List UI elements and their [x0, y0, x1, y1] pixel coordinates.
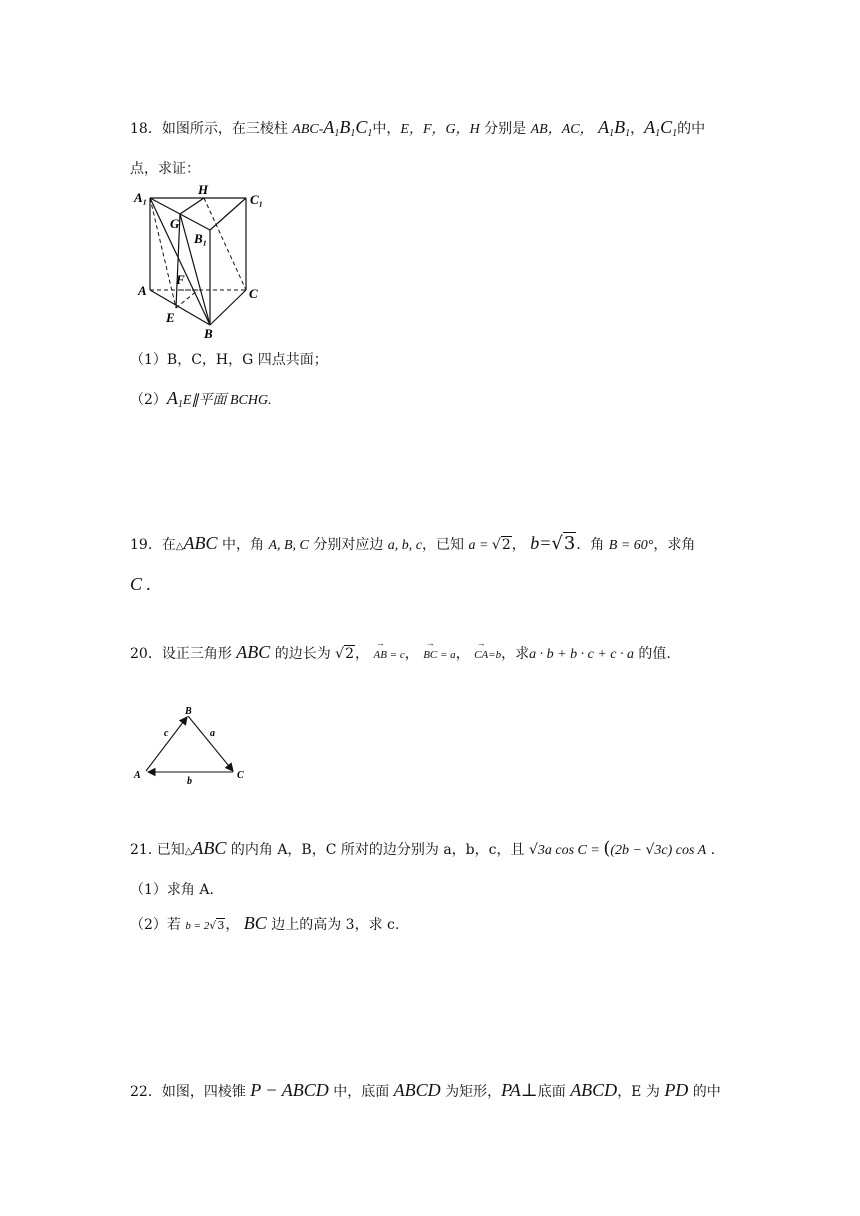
q22-line1: 22．如图，四棱锥 P − ABCD 中，底面 ABCD 为矩形，PA⊥底面 ABCD，E 为 PD 的中 [130, 1080, 721, 1101]
tri-label-A: A [134, 770, 141, 781]
q20-line1: 20．设正三角形 ABC 的边长为 √2， → AB = c， → BC = a， → CA=b，求a · b + b · c + c · a 的值. [130, 642, 671, 663]
q19-line1: 19．在△ABC 中，角 A, B, C 分别对应边 a, b, c，已知 a = √2， b=√3．角 B = 60°，求角 [130, 533, 696, 554]
label-B1: B₁ [194, 231, 208, 246]
q19-line2: C . [130, 574, 152, 594]
label-E: E [166, 310, 175, 325]
q18-part1: （1）B，C，H，G 四点共面； [130, 352, 328, 368]
q18-part2: $(2)A_1E\parallel$平面 BCHG. [130, 388, 272, 410]
label-A1: A₁ [134, 190, 148, 205]
tri-label-a: a [210, 728, 215, 739]
q18-prism-figure [128, 180, 278, 342]
tri-label-B: B [185, 706, 192, 717]
q21-line1: 21. 已知△ABC 的内角 A，B，C 所对的边分别为 a，b，c，且 √3a cos C = ((2b − √3c) cos A . [130, 838, 716, 859]
label-F: F [176, 272, 185, 287]
label-A: A [138, 283, 147, 298]
label-H: H [198, 182, 209, 197]
q18-line2: 点，求证： [130, 161, 200, 177]
label-G: G [170, 216, 180, 231]
q21-part1: （1）求角 A. [130, 882, 214, 898]
label-B: B [204, 326, 213, 341]
q20-triangle-figure [130, 704, 250, 786]
label-C: C [249, 286, 258, 301]
tri-label-c: c [164, 728, 169, 739]
q21-part2: （2）若 b = 2√3， BC 边上的高为 3，求 c. [130, 913, 400, 933]
tri-label-C: C [237, 770, 244, 781]
q18-line1: 18．如图所示，在三棱柱 ABC-$A_1B_1C_1$中，E，F，G，H 分别是 AB，AC， $A_1B_1$，$A_1C_1$的中 [130, 117, 706, 139]
label-C1: C₁ [250, 192, 264, 207]
tri-label-b: b [187, 776, 192, 786]
